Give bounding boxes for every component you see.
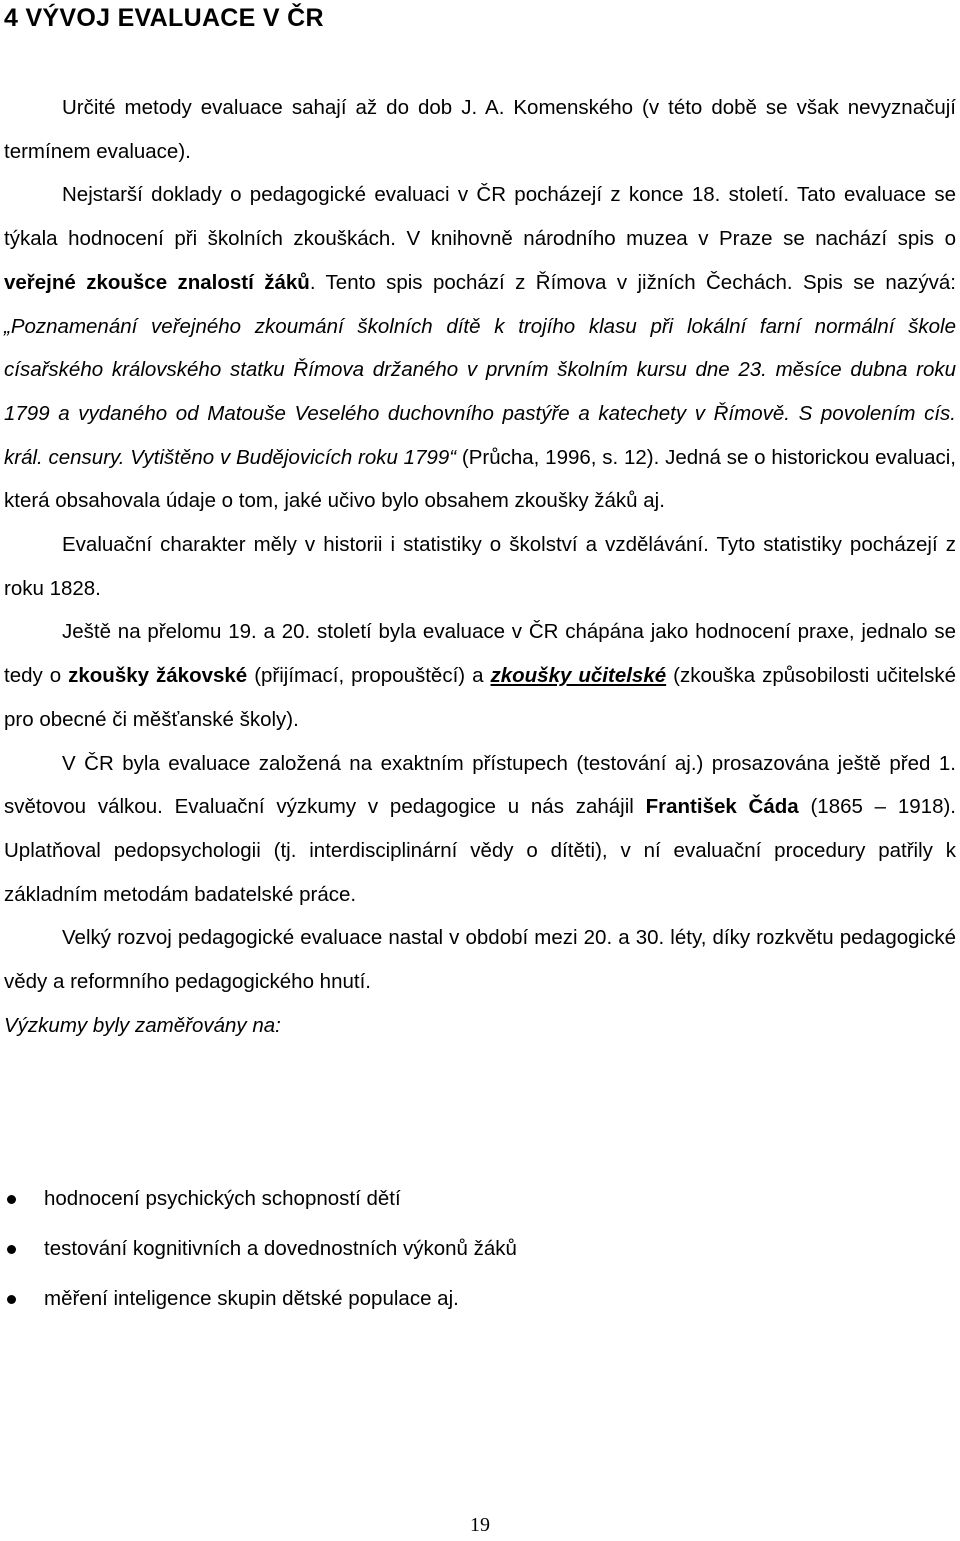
paragraph-exact-approaches	[4, 742, 956, 917]
text-run: V ČR byla evaluace založená na exaktním přístupech (testování aj.) prosazována ještě před 1. světovou válkou. Evaluační výzkumy v pedagogice u nás zahájil	[4, 751, 956, 819]
bullet-icon	[7, 1295, 16, 1304]
research-focus-intro: Výzkumy byly zaměřovány na:	[4, 1013, 281, 1037]
document-page	[4, 0, 956, 1541]
bold-text: František Čáda	[645, 795, 799, 819]
list-item-text: testování kognitivních a dovednostních výkonů žáků	[44, 1237, 517, 1260]
bullet-icon	[7, 1195, 16, 1204]
paragraph-statistics: Evaluační charakter měly v historii i statistiky o školství a vzdělávání. Tyto statistiky pocházejí z roku 1828.	[4, 533, 956, 600]
paragraph-comenius: Určité metody evaluace sahají až do dob J. A. Komenského (v této době se však nevyznačují termínem evaluace).	[4, 96, 956, 163]
text-run: (1865 – 1918). Uplatňoval pedopsychologii (tj. interdisciplinární vědy o dítěti), v ní evaluační procedury patřily k základním metodám badatelské práce.	[4, 795, 956, 906]
text-run: . Tento spis pochází z Římova v jižních Čechách. Spis se nazývá:	[309, 270, 956, 294]
text-run: Nejstarší doklady o pedagogické evaluaci v ČR pocházejí z konce 18. století. Tato evaluace se týkala hodnocení při školních zkouškách. V knihovně národního muzea v Praze se nachází spis o	[4, 183, 956, 251]
text-run: Ještě na přelomu 19. a 20. století byla evaluace v ČR chápána jako hodnocení praxe, jednalo se tedy o	[4, 620, 956, 688]
research-focus-list	[4, 1174, 956, 1324]
bullet-icon	[7, 1245, 16, 1254]
bold-italic-text: zkoušky učitelské	[490, 664, 667, 688]
text-run: (Průcha, 1996, s. 12). Jedná se o historickou evaluaci, která obsahovala údaje o tom, jaké učivo bylo obsahem zkoušky žáků aj.	[4, 445, 957, 513]
paragraph-oldest-evidence	[4, 173, 956, 523]
body-text	[4, 86, 956, 1047]
bold-text: zkoušky žákovské	[68, 664, 248, 688]
page-number: 19	[470, 1514, 490, 1536]
chapter-heading: 4 VÝVOJ EVALUACE V ČR	[4, 4, 324, 32]
list-item	[4, 1174, 956, 1224]
list-item-text: hodnocení psychických schopností dětí	[44, 1187, 401, 1210]
bold-text: veřejné zkoušce znalostí žáků	[4, 270, 310, 294]
list-item-text: měření inteligence skupin dětské populace aj.	[44, 1287, 459, 1310]
list-item	[4, 1274, 956, 1324]
list-item	[4, 1224, 956, 1274]
text-run: (přijímací, propouštěcí) a	[247, 664, 491, 688]
paragraph-exams	[4, 610, 956, 741]
text-run: (zkouška způsobilosti učitelské pro obecné či měšťanské školy).	[4, 664, 956, 731]
italic-quote: „Poznamenání veřejného zkoumání školních dítě k trojího klasu při lokální farní normální škole císařského královského statku Římova držaného v prvním školním kursu dne 23. měsíce dubna roku 1799 a vydaného od Matouše Veselého duchovního pastýře a katechety v Římově. S povolením cís. král. censury. Vytištěno v Budějovicích roku 1799“	[4, 314, 956, 469]
paragraph-development: Velký rozvoj pedagogické evaluace nastal v období mezi 20. a 30. léty, díky rozkvětu pedagogické vědy a reformního pedagogického hnutí.	[4, 926, 956, 994]
